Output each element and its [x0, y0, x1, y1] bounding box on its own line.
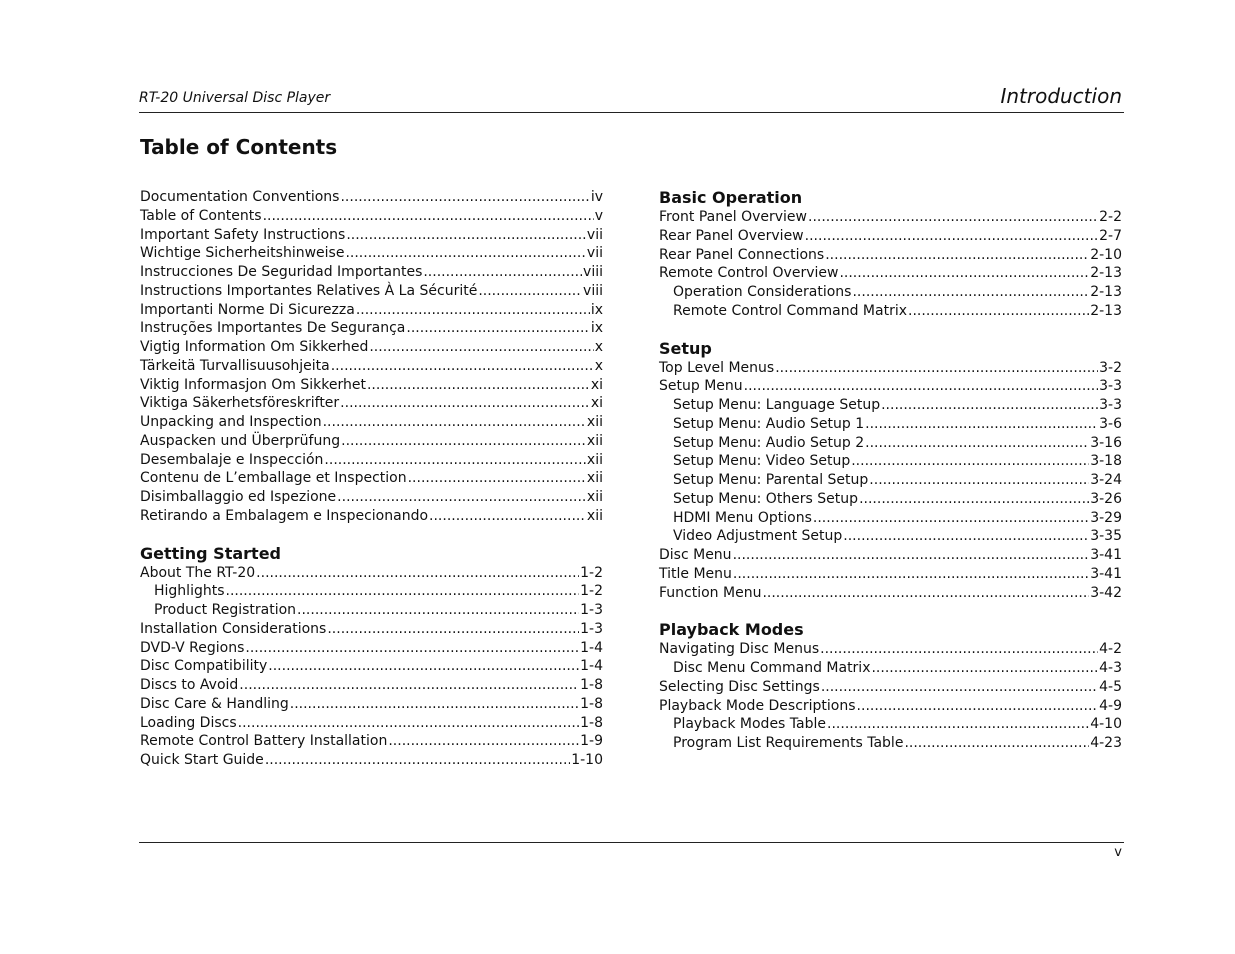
toc-entry[interactable]: Disc Menu ..... 3-41 — [659, 546, 1122, 565]
toc-entry[interactable]: About The RT-20 ..... 1-2 — [140, 564, 603, 583]
toc-subentry[interactable]: Disc Menu Command Matrix ..... 4-3 — [659, 659, 1122, 678]
toc-entry[interactable]: Instrucciones De Seguridad Importantes ..... viii — [140, 263, 603, 282]
toc-entry[interactable]: Loading Discs ..... 1-8 — [140, 714, 603, 733]
toc-entry[interactable]: Top Level Menus ..... 3-2 — [659, 359, 1122, 378]
toc-entry[interactable]: Wichtige Sicherheitshinweise ..... vii — [140, 244, 603, 263]
toc-entry[interactable]: Documentation Conventions ..... iv — [140, 188, 603, 207]
toc-section-setup — [659, 339, 1122, 603]
toc-entry[interactable]: Rear Panel Overview ..... 2-7 — [659, 227, 1122, 246]
footer-rule — [139, 842, 1124, 843]
toc-entry[interactable]: Important Safety Instructions ..... vii — [140, 226, 603, 245]
toc-right-column — [659, 188, 1122, 771]
toc-subentry[interactable]: Video Adjustment Setup ..... 3-35 — [659, 527, 1122, 546]
toc-entry[interactable]: Setup Menu ..... 3-3 — [659, 377, 1122, 396]
toc-entry[interactable]: Table of Contents ..... v — [140, 207, 603, 226]
toc-entry[interactable]: Disc Care & Handling ..... 1-8 — [140, 695, 603, 714]
toc-entry[interactable]: DVD-V Regions ..... 1-4 — [140, 639, 603, 658]
section-heading: Basic Operation — [659, 188, 803, 207]
toc-subentry[interactable]: Product Registration ..... 1-3 — [140, 601, 603, 620]
toc-entry[interactable]: Instructions Importantes Relatives À La Sécurité ..... viii — [140, 282, 603, 301]
toc-subentry[interactable]: Setup Menu: Audio Setup 2 ..... 3-16 — [659, 434, 1122, 453]
toc-left-column — [140, 188, 603, 788]
toc-subentry[interactable]: Program List Requirements Table ..... 4-23 — [659, 734, 1122, 753]
toc-entry[interactable]: Unpacking and Inspection ..... xii — [140, 413, 603, 432]
toc-entry[interactable]: Installation Considerations ..... 1-3 — [140, 620, 603, 639]
doc-title: RT-20 Universal Disc Player — [139, 90, 331, 106]
toc-entry[interactable]: Function Menu ..... 3-42 — [659, 584, 1122, 603]
section-name: Introduction — [1000, 84, 1122, 108]
toc-entry[interactable]: Title Menu ..... 3-41 — [659, 565, 1122, 584]
toc-subentry[interactable]: Setup Menu: Parental Setup ..... 3-24 — [659, 471, 1122, 490]
toc-entry[interactable]: Quick Start Guide ..... 1-10 — [140, 751, 603, 770]
toc-subentry[interactable]: Setup Menu: Audio Setup 1 ..... 3-6 — [659, 415, 1122, 434]
section-heading: Setup — [659, 338, 712, 358]
toc-entry[interactable]: Remote Control Battery Installation ..... 1-9 — [140, 732, 603, 751]
toc-subentry[interactable]: Highlights ..... 1-2 — [140, 582, 603, 601]
toc-entry[interactable]: Auspacken und Überprüfung ..... xii — [140, 432, 603, 451]
toc-entry[interactable]: Navigating Disc Menus ..... 4-2 — [659, 640, 1122, 659]
toc-entry[interactable]: Importanti Norme Di Sicurezza ..... ix — [140, 301, 603, 320]
toc-subentry[interactable]: Setup Menu: Others Setup ..... 3-26 — [659, 490, 1122, 509]
page-header — [139, 80, 1124, 113]
toc-entry[interactable]: Remote Control Overview ..... 2-13 — [659, 264, 1122, 283]
toc-entry[interactable]: Instruções Importantes De Segurança ..... ix — [140, 319, 603, 338]
toc-section-playback-modes — [659, 620, 1122, 753]
section-heading: Getting Started — [140, 543, 281, 563]
toc-subentry[interactable]: Setup Menu: Language Setup ..... 3-3 — [659, 396, 1122, 415]
page-title: Table of Contents — [140, 135, 338, 159]
toc-subentry[interactable]: Setup Menu: Video Setup ..... 3-18 — [659, 452, 1122, 471]
toc-entry[interactable]: Front Panel Overview ..... 2-2 — [659, 208, 1122, 227]
toc-entry[interactable]: Disimballaggio ed Ispezione ..... xii — [140, 488, 603, 507]
toc-entry[interactable]: Desembalaje e Inspección ..... xii — [140, 451, 603, 470]
toc-subentry[interactable]: Remote Control Command Matrix ..... 2-13 — [659, 302, 1122, 321]
toc-subentry[interactable]: Operation Considerations ..... 2-13 — [659, 283, 1122, 302]
toc-entry[interactable]: Discs to Avoid ..... 1-8 — [140, 676, 603, 695]
toc-section-getting-started — [140, 544, 603, 770]
toc-entry[interactable]: Selecting Disc Settings ..... 4-5 — [659, 678, 1122, 697]
toc-subentry[interactable]: Playback Modes Table ..... 4-10 — [659, 715, 1122, 734]
toc-entry[interactable]: Vigtig Information Om Sikkerhed ..... x — [140, 338, 603, 357]
section-heading: Playback Modes — [659, 620, 804, 640]
toc-entry[interactable]: Playback Mode Descriptions ..... 4-9 — [659, 697, 1122, 716]
toc-entry[interactable]: Contenu de L’emballage et Inspection ..... xii — [140, 469, 603, 488]
toc-section-basic-operation — [659, 188, 1122, 321]
toc-entry[interactable]: Viktiga Säkerhetsföreskrifter ..... xi — [140, 394, 603, 413]
toc-entry[interactable]: Disc Compatibility ..... 1-4 — [140, 657, 603, 676]
toc-subentry[interactable]: HDMI Menu Options ..... 3-29 — [659, 509, 1122, 528]
toc-entry[interactable]: Viktig Informasjon Om Sikkerhet ..... xi — [140, 376, 603, 395]
toc-entry[interactable]: Tärkeitä Turvallisuusohjeita ..... x — [140, 357, 603, 376]
toc-front-matter — [140, 188, 603, 526]
page-number: v — [1114, 845, 1122, 860]
toc-entry[interactable]: Retirando a Embalagem e Inspecionando ..... xii — [140, 507, 603, 526]
toc-entry[interactable]: Rear Panel Connections ..... 2-10 — [659, 246, 1122, 265]
